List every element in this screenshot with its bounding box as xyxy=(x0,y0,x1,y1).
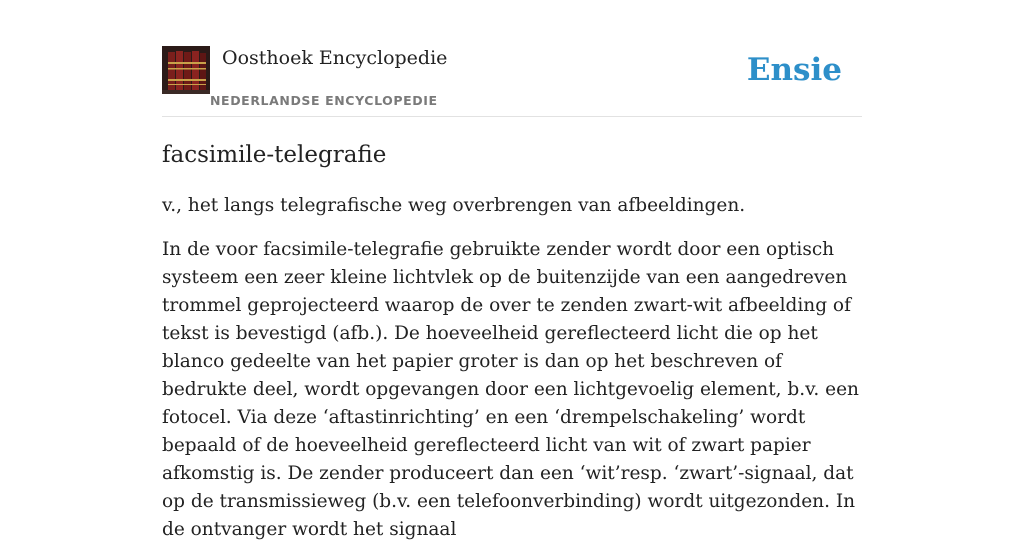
ensie-logo-link[interactable]: Ensie xyxy=(746,52,842,88)
encyclopedia-books-icon[interactable] xyxy=(162,46,210,94)
article-body: In de voor facsimile-telegrafie gebruikte zender wordt door een optisch systeem een zeer kleine lichtvlek op de buitenzijde van een aangedreven trommel geprojecteerd waarop de over te zenden zwart-wit afbeelding of tekst is bevestigd (afb.). De hoeveelheid gereflecteerd licht die op het blanco gedeelte van het papier groter is dan op het beschreven of bedrukte deel, wordt opgevangen door een lichtgevoelig element, b.v. een fotocel. Via deze ‘aftastinrichting’ en een ‘drempelschakeling’ wordt bepaald of de hoeveelheid gereflecteerd licht van wit of zwart papier afkomstig is. De zender produceert dan een ‘wit’resp. ‘zwart’-signaal, dat op de transmissieweg (b.v. een telefoonverbinding) wordt uitgezonden. In de ontvanger wordt het signaal xyxy=(162,239,859,540)
source-subtitle: NEDERLANDSE ENCYCLOPEDIE xyxy=(210,93,438,108)
article-content xyxy=(162,140,862,560)
article-header xyxy=(162,46,862,117)
source-title[interactable]: Oosthoek Encyclopedie xyxy=(222,47,448,69)
article-headword: facsimile-telegrafie xyxy=(162,142,387,168)
article-definition: v., het langs telegrafische weg overbrengen van afbeeldingen. xyxy=(162,195,746,216)
